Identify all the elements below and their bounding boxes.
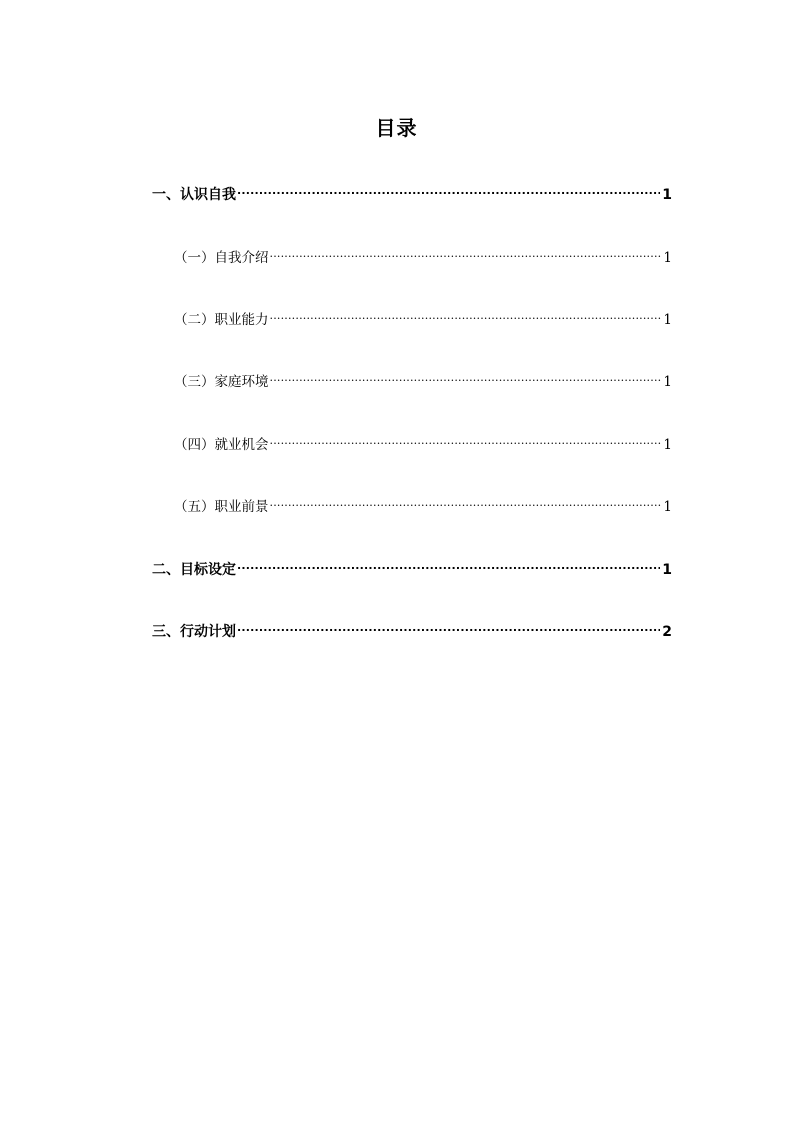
toc-title: 目录 [375, 116, 418, 140]
toc-entry-text: 三、行动计划 [152, 624, 236, 640]
toc-page-number: 1 [663, 374, 672, 390]
toc-dot-leader [270, 304, 662, 324]
toc-page-number: 1 [663, 499, 672, 515]
toc-entry-subsection-1-3[interactable] [174, 366, 672, 392]
toc-dot-leader [237, 179, 660, 199]
toc-page-number: 2 [662, 624, 672, 640]
toc-page-number: 1 [662, 187, 672, 203]
toc-dot-leader [237, 616, 660, 636]
toc-page-number: 1 [663, 312, 672, 328]
toc-entry-text: 一、认识自我 [152, 187, 236, 203]
toc-page-number: 1 [662, 562, 672, 578]
toc-entry-text: （二）职业能力 [174, 312, 269, 328]
toc-entry-text: （三）家庭环境 [174, 374, 269, 390]
toc-dot-leader [237, 554, 660, 574]
toc-entry-section-2[interactable] [152, 554, 672, 580]
toc-dot-leader [270, 366, 662, 386]
toc-entry-section-3[interactable] [152, 616, 672, 642]
toc-entry-text: （五）职业前景 [174, 499, 269, 515]
toc-dot-leader [270, 491, 662, 511]
toc-entry-section-1[interactable] [152, 179, 672, 205]
toc-dot-leader [270, 429, 662, 449]
toc-dot-leader [270, 242, 662, 262]
toc-entry-subsection-1-4[interactable] [174, 429, 672, 455]
toc-page-number: 1 [663, 250, 672, 266]
toc-entry-text: （一）自我介绍 [174, 250, 269, 266]
toc-entry-text: （四）就业机会 [174, 437, 269, 453]
toc-entry-subsection-1-2[interactable] [174, 304, 672, 330]
toc-entry-subsection-1-1[interactable] [174, 242, 672, 268]
toc-entry-subsection-1-5[interactable] [174, 491, 672, 517]
toc-page-number: 1 [663, 437, 672, 453]
toc-entry-text: 二、目标设定 [152, 562, 236, 578]
